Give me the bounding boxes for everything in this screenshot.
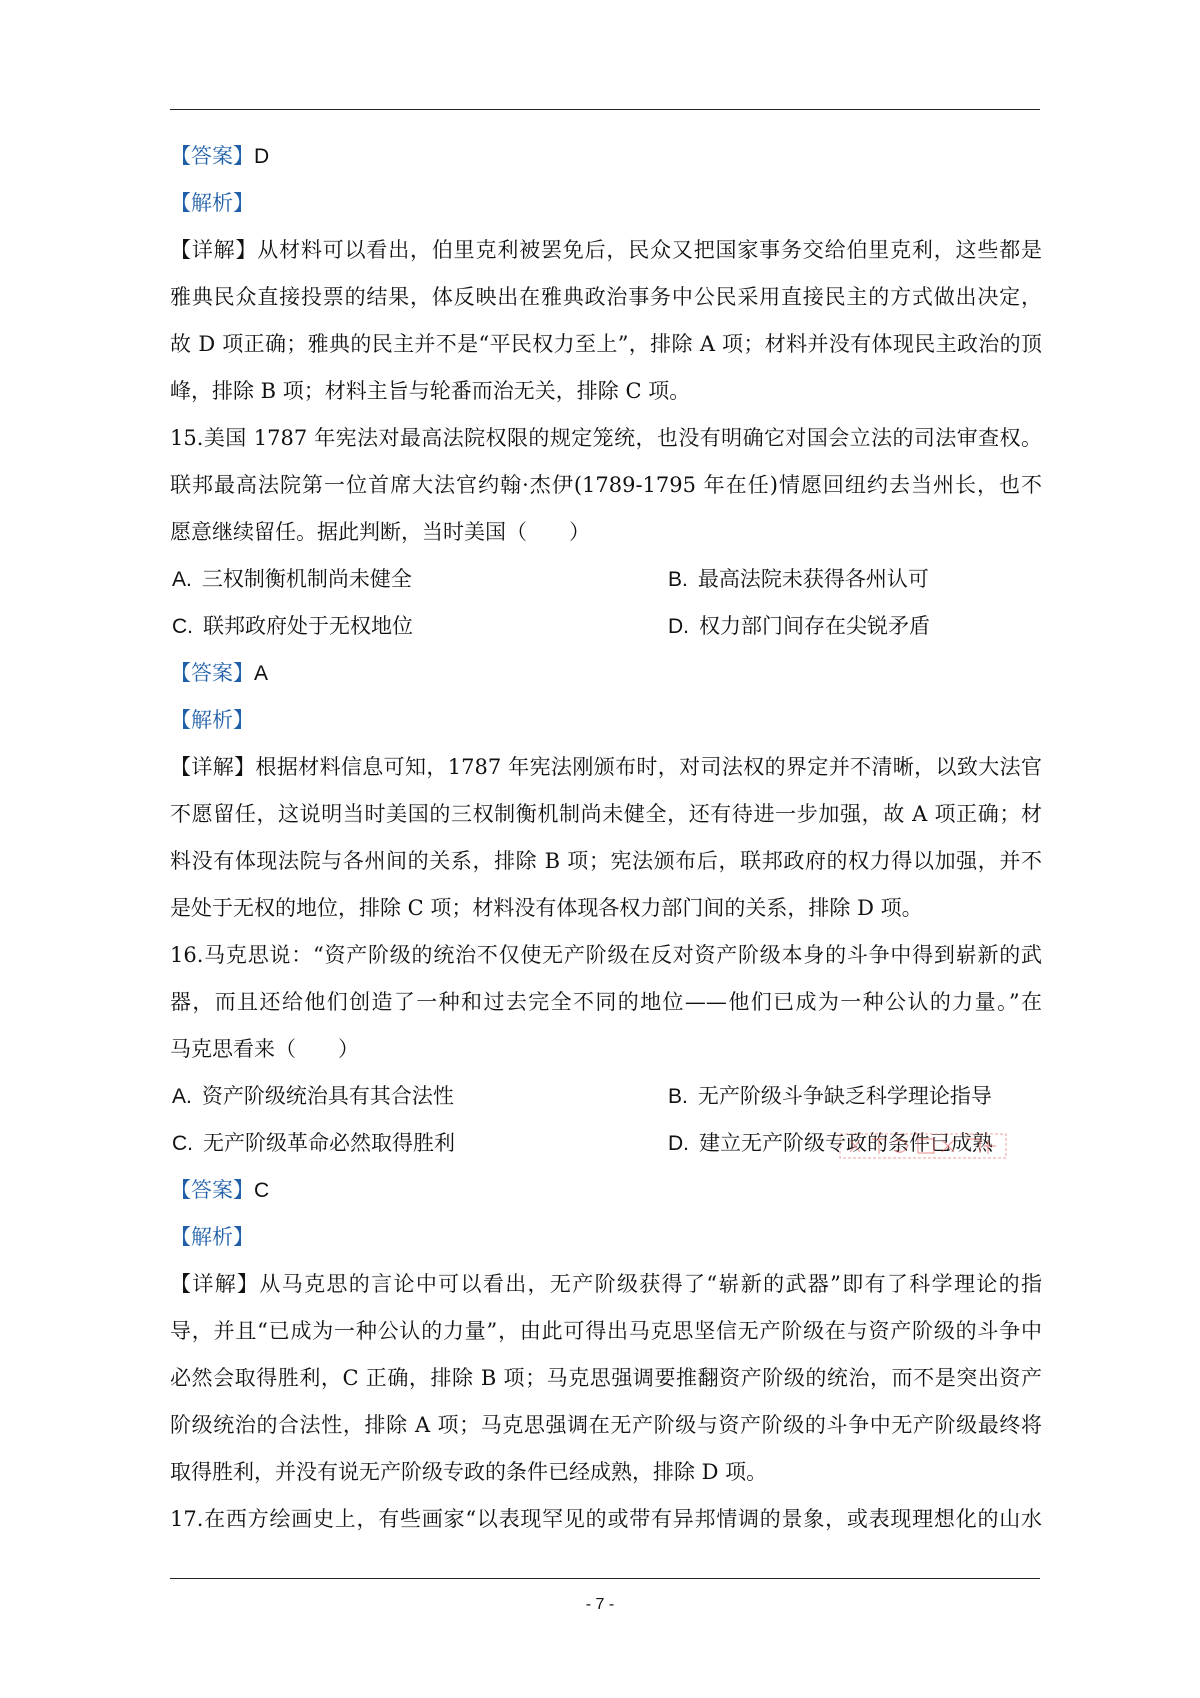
q14-answer-line [170, 142, 1042, 171]
q14-detail-line: 故 D 项正确；雅典的民主并不是“平民权力至上”，排除 A 项；材料并没有体现民主政治的顶 [170, 332, 1042, 356]
q15-detail-line: 【详解】根据材料信息可知，1787 年宪法刚颁布时，对司法权的界定并不清晰，以致大法官 [170, 755, 1042, 779]
q16-option-d: D. 建立无产阶级专政的条件已成熟 [668, 1131, 993, 1155]
q14-analysis-tag: 【解析】 [170, 191, 254, 215]
header-rule [170, 109, 1040, 110]
q15-answer-line [170, 659, 1042, 688]
detail-tag: 【详解】 [170, 755, 256, 779]
q16-stem-line: 马克思看来（ ） [170, 1037, 359, 1061]
q15-analysis-tag: 【解析】 [170, 708, 254, 732]
detail-tag: 【详解】 [170, 238, 258, 262]
q15-stem-line: 联邦最高法院第一位首席大法官约翰·杰伊(1789-1795 年在任)情愿回纽约去当州长，也不 [170, 473, 1042, 497]
q14-detail-line: 【详解】从材料可以看出，伯里克利被罢免后，民众又把国家事务交给伯里克利，这些都是 [170, 238, 1043, 262]
q16-detail-line: 取得胜利，并没有说无产阶级专政的条件已经成熟，排除 D 项。 [170, 1460, 768, 1484]
q15-detail-line: 不愿留任，这说明当时美国的三权制衡机制尚未健全，还有待进一步加强，故 A 项正确；材 [170, 802, 1042, 826]
q16-stem-line: 16.马克思说：“资产阶级的统治不仅使无产阶级在反对资产阶级本身的斗争中得到崭新的武 [170, 943, 1042, 967]
q16-answer: C [254, 1179, 270, 1202]
q17-stem-line: 17.在西方绘画史上，有些画家“以表现罕见的或带有异邦情调的景象，或表现理想化的山水 [170, 1507, 1042, 1531]
q16-option-b: B. 无产阶级斗争缺乏科学理论指导 [668, 1084, 992, 1108]
answer-tag: 【答案】 [170, 661, 254, 685]
q15-detail-line: 是处于无权的地位，排除 C 项；材料没有体现各权力部门间的关系，排除 D 项。 [170, 896, 923, 920]
q14-detail-line: 峰，排除 B 项；材料主旨与轮番而治无关，排除 C 项。 [170, 379, 691, 403]
q16-detail-line: 必然会取得胜利，C 正确，排除 B 项；马克思强调要推翻资产阶级的统治，而不是突出资产 [170, 1366, 1042, 1390]
q15-option-b: B. 最高法院未获得各州认可 [668, 567, 929, 591]
q16-detail-line: 【详解】从马克思的言论中可以看出，无产阶级获得了“崭新的武器”即有了科学理论的指 [170, 1272, 1043, 1296]
answer-tag: 【答案】 [170, 144, 254, 168]
q15-option-c: C. 联邦政府处于无权地位 [172, 614, 413, 638]
q14-answer: D [254, 145, 270, 168]
q16-detail-line: 阶级统治的合法性，排除 A 项；马克思强调在无产阶级与资产阶级的斗争中无产阶级最终将 [170, 1413, 1042, 1437]
q16-detail-line: 导，并且“已成为一种公认的力量”，由此可得出马克思坚信无产阶级在与资产阶级的斗争中 [170, 1319, 1042, 1343]
q15-option-a: A. 三权制衡机制尚未健全 [172, 567, 412, 591]
q16-option-c: C. 无产阶级革命必然取得胜利 [172, 1131, 455, 1155]
page-number: - 7 - [585, 1596, 615, 1613]
q16-answer-line [170, 1176, 1042, 1205]
q15-detail-line: 料没有体现法院与各州间的关系，排除 B 项；宪法颁布后，联邦政府的权力得以加强，并不 [170, 849, 1042, 873]
footer-rule [170, 1578, 1040, 1579]
q15-answer: A [254, 662, 269, 685]
detail-tag: 【详解】 [170, 1272, 260, 1296]
q14-detail-line: 雅典民众直接投票的结果，体反映出在雅典政治事务中公民采用直接民主的方式做出决定， [170, 285, 1042, 309]
q16-option-a: A. 资产阶级统治具有其合法性 [172, 1084, 454, 1108]
q16-analysis-tag: 【解析】 [170, 1225, 254, 1249]
watermark-stamp [838, 1130, 1008, 1162]
q15-option-d: D. 权力部门间存在尖锐矛盾 [668, 614, 930, 638]
answer-tag: 【答案】 [170, 1178, 254, 1202]
q16-stem-line: 器，而且还给他们创造了一种和过去完全不同的地位——他们已成为一种公认的力量。”在 [170, 990, 1042, 1014]
q15-stem-line: 15.美国 1787 年宪法对最高法院权限的规定笼统，也没有明确它对国会立法的司法审查权。 [170, 426, 1042, 450]
q15-stem-line: 愿意继续留任。据此判断，当时美国（ ） [170, 520, 590, 544]
